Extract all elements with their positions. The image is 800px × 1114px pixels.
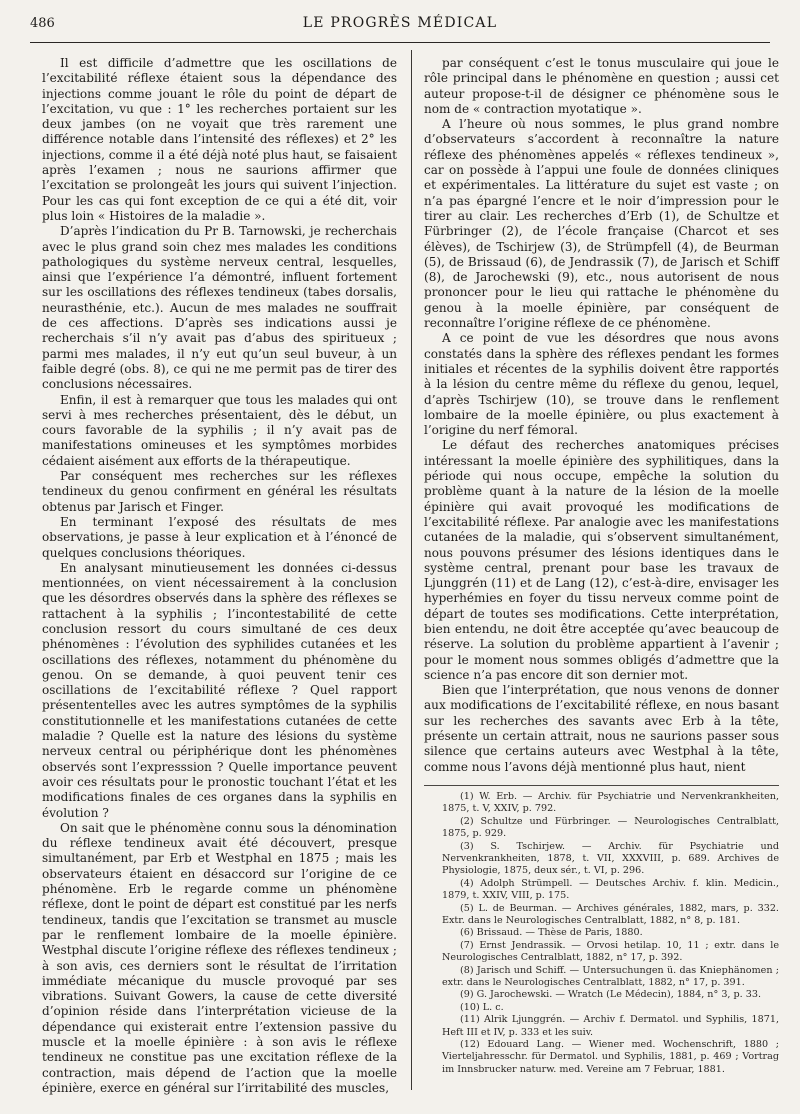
footnote: (8) Jarisch und Schiff. — Untersuchungen ü. das Kniephänomen ; extr. dans le Neurologisches Centralblatt, 1882, n° 17, p. 391.	[442, 964, 779, 989]
paragraph: A ce point de vue les désordres que nous avons constatés dans la sphère des réflexes pendant les formes initiales et récentes de la syphilis doivent être rapportés à la lésion du centre même du réflexe du genou, lequel, d’après Tschirjew (10), se trouve dans le renflement lombaire de la moelle épinière, ou plus exactement à l’origine du nerf fémoral.	[424, 331, 779, 438]
right-column	[424, 56, 779, 1076]
footnotes	[424, 791, 779, 1076]
paragraph: Par conséquent mes recherches sur les réflexes tendineux du genou confirment en général les résultats obtenus par Jarisch et Finger.	[42, 469, 397, 514]
footnote: (5) L. de Beurman. — Archives générales, 1882, mars, p. 332. Extr. dans le Neurologisches Centralblatt, 1882, n° 8, p. 181.	[442, 902, 779, 927]
paragraph: On sait que le phénomène connu sous la dénomination du réflexe tendineux avait été découvert, presque simultanément, par Erb et Westphal en 1875 ; mais les observateurs étaient en désaccord sur l’origine de ce phénomène. Erb le regarde comme un phénomène réflexe, dont le point de départ est constitué par les nerfs tendineux, tandis que l’excitation se transmet au muscle par le renflement lombaire de la moelle épinière. Westphal discute l’origine réflexe des réflexes tendineux ; à son avis, ces derniers sont le résultat de l’irritation immédiate mécanique du muscle provoqué par ses vibrations. Suivant Gowers, la cause de cette diversité d’opinion réside dans l’interprétation vicieuse de la dépendance qui existerait entre l’extension passive du muscle et la moelle épinière : à son avis le réflexe tendineux ne constitue pas une excitation réflexe de la contraction, mais dépend de l’action que la moelle épinière, exerce en général sur l’irritabilité des muscles,	[42, 820, 397, 1095]
paragraph: Bien que l’interprétation, que nous venons de donner aux modifications de l’excitabilité réflexe, en nous basant sur les recherches des savants avec Erb à la tête, présente un certain attrait, nous ne saurions passer sous silence que certains auteurs avec Westphal à la tête, comme nous l’avons déjà mentionné plus haut, nient	[424, 683, 779, 774]
footnote: (3) S. Tschirjew. — Archiv. für Psychiatrie und Nervenkrankheiten, 1878, t. VII, XXXVIII, p. 689. Archives de Physiologie, 1875, deux sér., t. VI, p. 296.	[442, 840, 779, 877]
page-number: 486	[30, 16, 55, 31]
paragraph: Enfin, il est à remarquer que tous les malades qui ont servi à mes recherches présentaient, dès le début, un cours favorable de la syphilis ; il n’y avait pas de manifestations omineuses et les symptômes morbides cédaient aisément aux efforts de la thérapeutique.	[42, 392, 397, 468]
footnote: (9) G. Jarochewski. — Wratch (Le Médecin), 1884, n° 3, p. 33.	[460, 989, 762, 1001]
journal-title: LE PROGRÈS MÉDICAL	[302, 15, 498, 31]
footnote: (7) Ernst Jendrassik. — Orvosi hetilap. 10, 11 ; extr. dans le Neurologisches Centralblatt, 1882, n° 17, p. 392.	[442, 939, 779, 964]
page-header	[30, 12, 770, 43]
left-column	[42, 56, 397, 1096]
paragraph: D’après l’indication du Pr B. Tarnowski, je recherchais avec le plus grand soin chez mes malades les conditions pathologiques du système nerveux central, lesquelles, ainsi que l’expérience l’a démontré, influent fortement sur les oscillations des réflexes tendineux (tabes dorsalis, neurasthénie, etc.). Aucun de mes malades ne souffrait de ces affections. D’après ses indications aussi je recherchais s’il n’y avait pas d’abus des spiritueux ; parmi mes malades, il n’y eut qu’un seul buveur, à un faible degré (obs. 8), ce qui ne me permit pas de tirer des conclusions nécessaires.	[42, 224, 397, 392]
footnote-separator	[424, 785, 779, 786]
footnote: (10) L. c.	[460, 1001, 504, 1013]
paragraph: par conséquent c’est le tonus musculaire qui joue le rôle principal dans le phénomène en question ; aussi cet auteur propose-t-il de désigner ce phénomène sous le nom de « contraction myotatique ».	[424, 56, 779, 116]
paragraph: A l’heure où nous sommes, le plus grand nombre d’observateurs s’accordent à reconnaître la nature réflexe des phénomènes appelés « réflexes tendineux », car on possède à l’appui une foule de données cliniques et expérimentales. La littérature du sujet est vaste ; on n’a pas épargné l’encre et le noir d’impression pour le tirer au clair. Les recherches d’Erb (1), de Schultze et Fürbringer (2), de l’école française (Charcot et ses élèves), de Tschirjew (3), de Strümpfell (4), de Beurman (5), de Brissaud (6), de Jendrassik (7), de Jarisch et Schiff (8), de Jarochewski (9), etc., nous autorisent de nous prononcer pour le lieu qui rattache le phénomène du genou à la moelle épinière, par conséquent de reconnaître l’origine réflexe de ce phénomène.	[424, 117, 779, 331]
footnote: (12) Edouard Lang. — Wiener med. Wochenschrift, 1880 ; Vierteljahresschr. für Dermatol. und Syphilis, 1881, p. 469 ; Vortrag im Innsbrucker naturw. med. Vereine am 7 Februar, 1881.	[442, 1039, 779, 1075]
column-divider	[411, 50, 412, 1090]
footnote: (2) Schultze und Fürbringer. — Neurologisches Centralblatt, 1875, p. 929.	[442, 815, 779, 840]
paragraph: En terminant l’exposé des résultats de mes observations, je passe à leur explication et à l’énoncé de quelques conclusions théoriques.	[42, 514, 397, 560]
paragraph: En analysant minutieusement les données ci-dessus mentionnées, on vient nécessairement à la conclusion que les désordres observés dans la sphère des réflexes se rattachent à la syphilis ; l’incontestabilité de cette conclusion ressort du cours simultané de ces deux phénomènes : l’évolution des syphilides cutanées et les oscillations des réflexes, notamment du phénomène du genou. On se demande, à quoi peuvent tenir ces oscillations de l’excitabilité réflexe ? Quel rapport présententelles avec les autres symptômes de la syphilis constitutionnelle et les manifestations cutanées de cette maladie ? Quelle est la nature des lésions du système nerveux central ou périphérique dont les phénomènes observés sont l’expresssion ? Quelle importance peuvent avoir ces résultats pour le pronostic touchant l’état et les modifications finales de ces organes dans la syphilis en évolution ?	[42, 560, 397, 820]
paragraph: Le défaut des recherches anatomiques précises intéressant la moelle épinière des syphilitiques, dans la période qui nous occupe, empêche la solution du problème quant à la nature de la lésion de la moelle épinière qui avait provoqué les modifications de l’excitabilité réflexe. Par analogie avec les manifestations cutanées de la maladie, qui s’observent simultanément, nous pouvons présumer des lésions identiques dans le système central, prenant pour base les travaux de Ljunggrén (11) et de Lang (12), c’est-à-dire, envisager les hyperhémies en foyer du tissu nerveux comme point de départ de toutes ses modifications. Cette interprétation, bien entendu, ne doit être acceptée qu’avec beaucoup de réserve. La solution du problème appartient à l’avenir ; pour le moment nous sommes obligés d’admettre que la science n’a pas encore dit son dernier mot.	[424, 438, 779, 682]
footnote: (4) Adolph Strümpell. — Deutsches Archiv. f. klin. Medicin., 1879, t. XXIV, VIII, p. 175.	[442, 877, 779, 902]
footnote: (11) Alrik Ljunggrén. — Archiv f. Dermatol. und Syphilis, 1871, Heft III et IV, p. 333 et les suiv.	[442, 1014, 779, 1038]
footnote: (1) W. Erb. — Archiv. für Psychiatrie und Nervenkrankheiten, 1875, t. V, XXIV, p. 792.	[442, 790, 779, 815]
paragraph: Il est difficile d’admettre que les oscillations de l’excitabilité réflexe étaient sous la dépendance des injections comme jouant le rôle du point de départ de l’excitation, vu que : 1° les recherches portaient sur les deux jambes (on ne voyait que très rarement une différence notable dans l’intensité des réflexes) et 2° les injections, comme il a été déjà noté plus haut, se faisaient après l’examen ; nous ne saurions affirmer que l’excitation se prolongeât les jours qui suivent l’injection. Pour les cas qui font exception de ce qui a été dit, voir plus loin « Histoires de la maladie ».	[42, 56, 397, 223]
footnote: (6) Brissaud. — Thèse de Paris, 1880.	[460, 927, 643, 939]
